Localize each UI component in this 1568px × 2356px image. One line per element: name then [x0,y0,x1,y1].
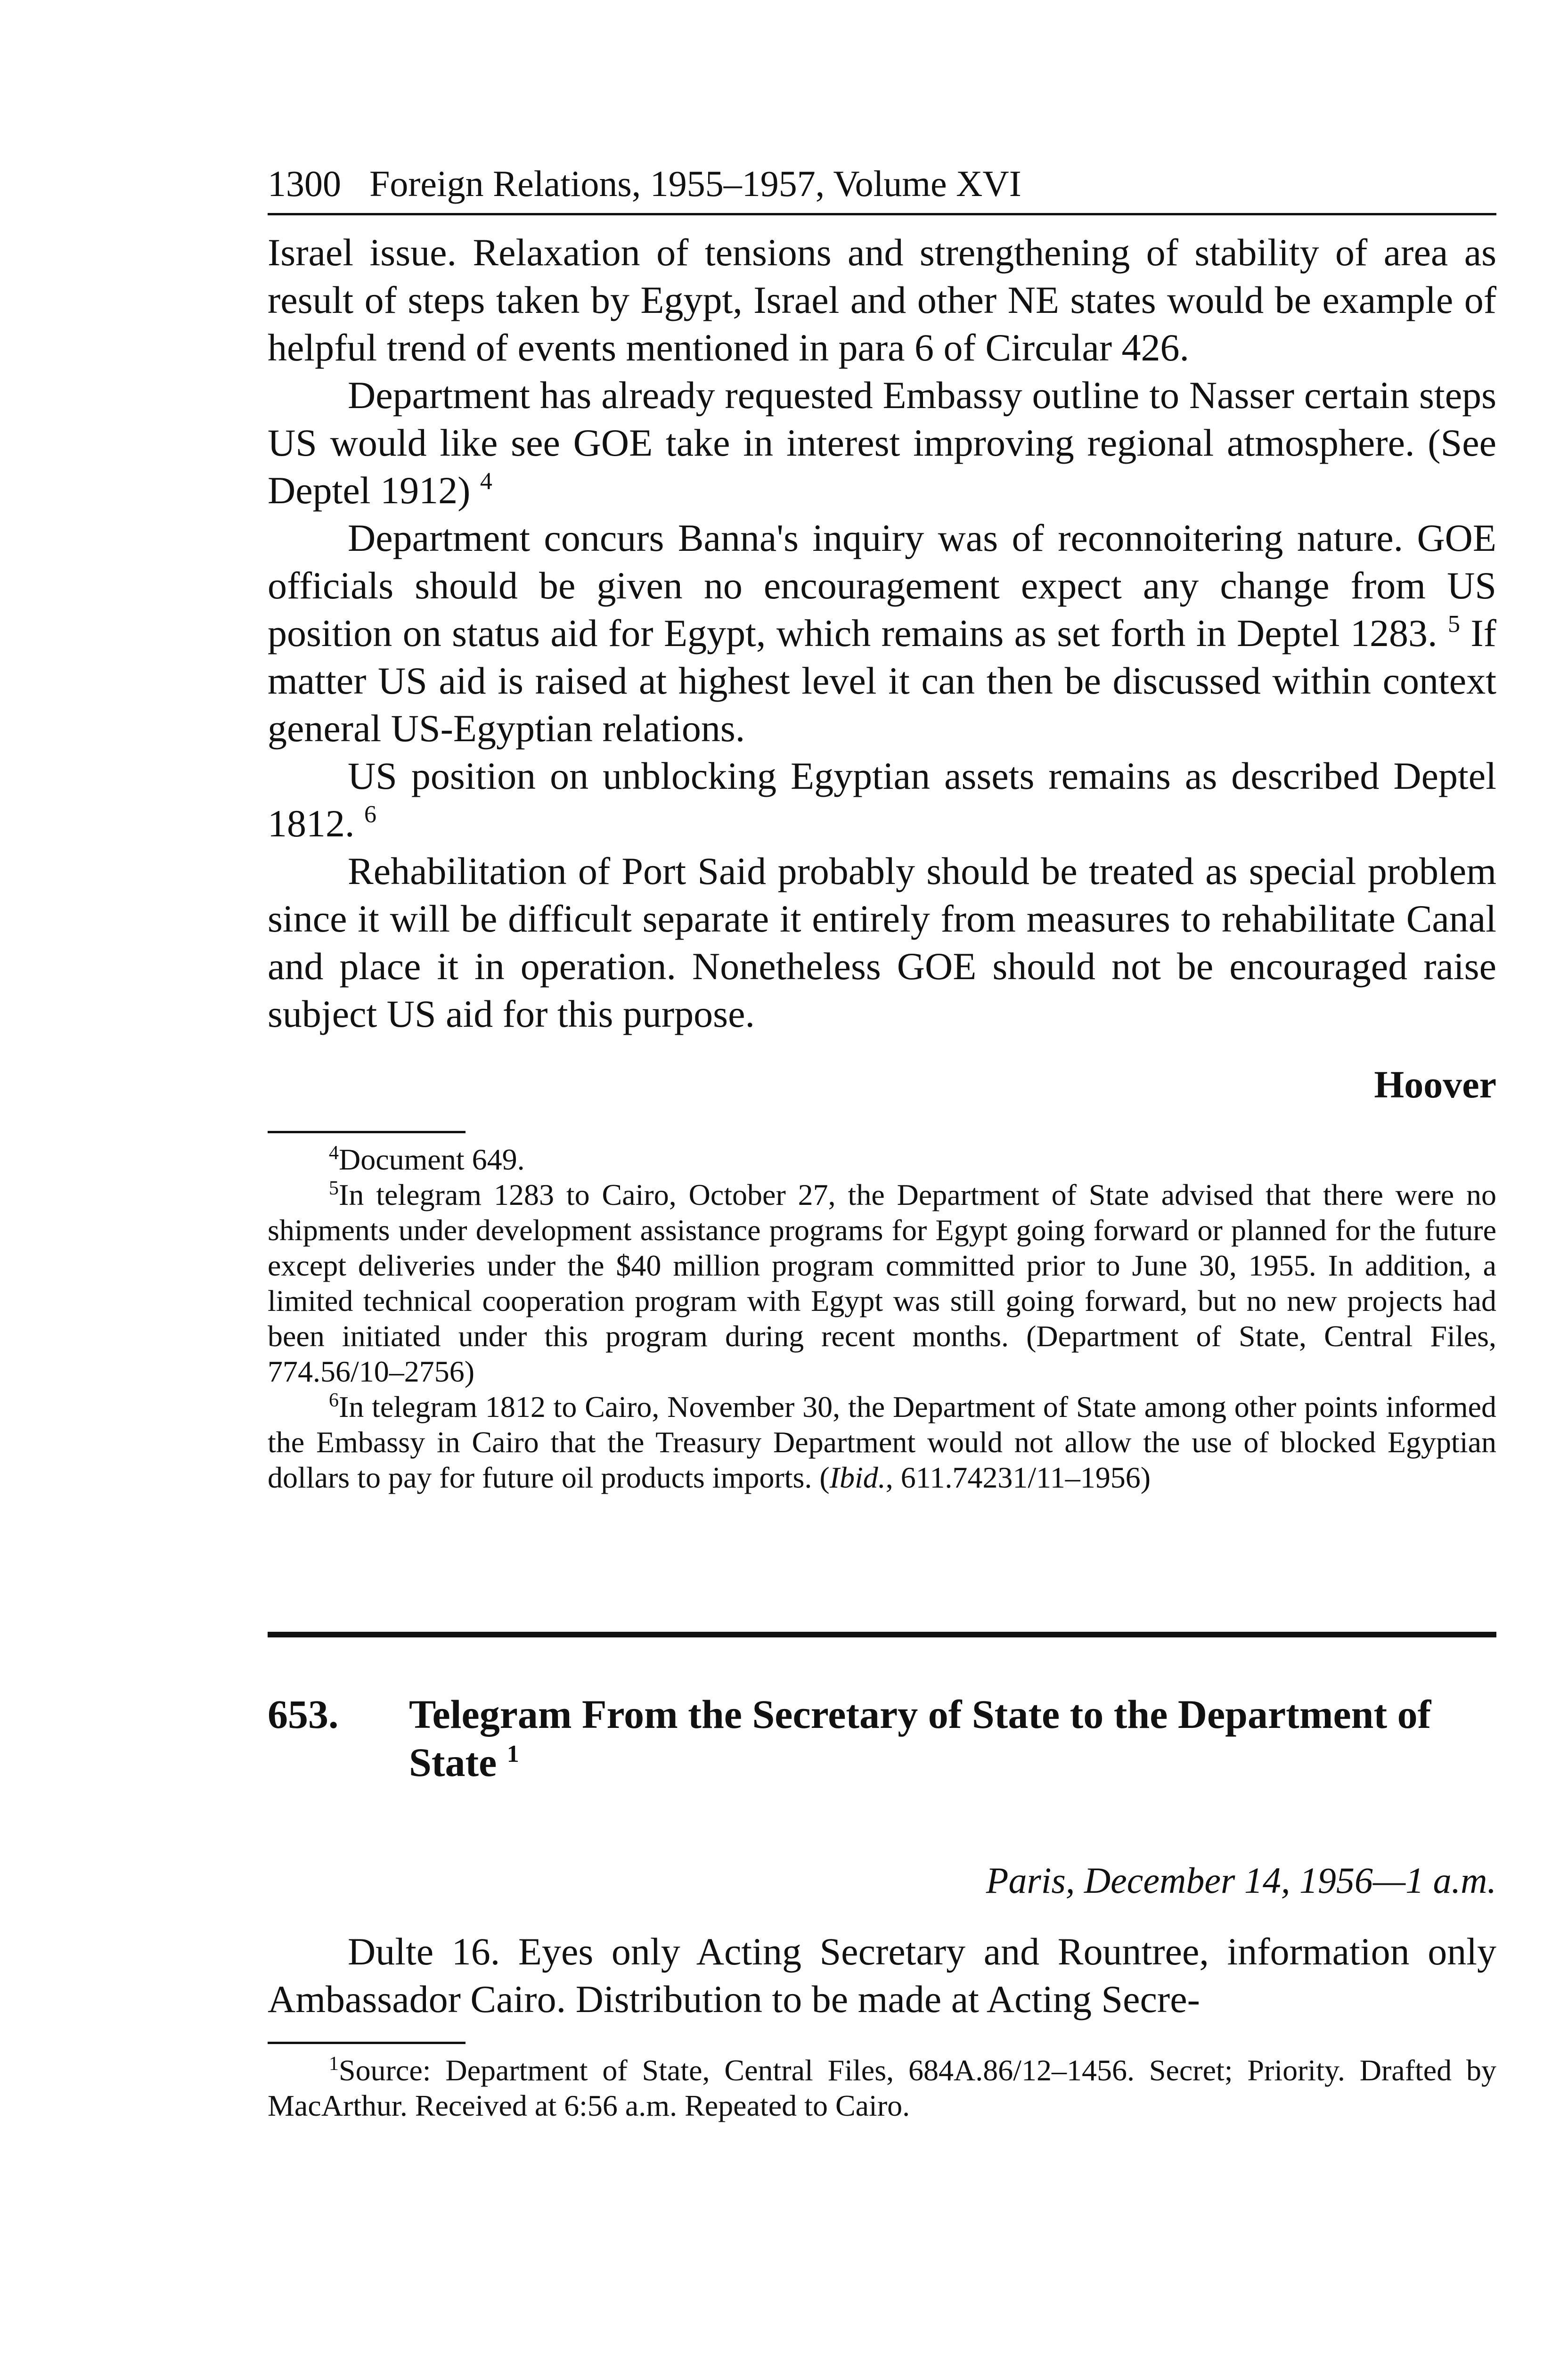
footnote-ref: 4 [480,468,492,495]
footnote: $^6$In telegram 1812 to Cairo, November 30, the Department of State among other points informed the Embassy in Cairo that the Treasury Department would not allow the use of blocked Egyptian dollars to pay for future oil products imports. (Ibid., 611.74231/11–1956) [268,1390,1496,1494]
footnote: $^4$Document 649. [329,1142,525,1176]
footnotes-section [268,1142,1496,1495]
dateline: Paris, December 14, 1956—1 a.m. [986,1860,1496,1901]
telegram-body [268,1928,1496,2023]
paragraph: Dulte 16. Eyes only Acting Secretary and Rountree, information only Ambassador Cairo. Distribution to be made at Acting Secre- [268,1930,1496,2021]
page-number: 1300 [268,163,341,204]
footnote-ref: 6 [364,801,376,828]
running-title: Foreign Relations, 1955–1957, Volume XVI [369,163,1021,204]
footnote-ref: 1 [506,1741,519,1767]
footnotes-section [268,2053,1496,2123]
section-divider [268,1632,1496,1637]
footnote-divider [268,1131,466,1133]
paragraph: Department concurs Banna's inquiry was of reconnoitering nature. GOE officials should be given no encouragement expect any change from US position on status aid for Egypt, which remains as set forth in Deptel 1283. $^5$ If matter US aid is raised at highest level it can then be discussed within context general US-Egyptian relations. [268,516,1496,750]
footnote: $^1$Source: Department of State, Central Files, 684A.86/12–1456. Secret; Priority. Drafted by MacArthur. Received at 6:56 a.m. Repeated to Cairo. [268,2053,1496,2122]
document-page [268,160,1496,2123]
footnote-divider [268,2042,466,2044]
paragraph: US position on unblocking Egyptian assets remains as described Deptel 1812. $^6$ [268,754,1496,845]
document-number: 653. [268,1692,339,1737]
continued-telegram-body [268,229,1496,1038]
paragraph: Israel issue. Relaxation of tensions and strengthening of stability of area as result of steps taken by Egypt, Israel and other NE states would be example of helpful trend of events mentioned in para 6 of Circular 426. [268,231,1496,369]
signature: Hoover [1374,1063,1496,1106]
document-heading [268,1690,1496,1786]
running-header [268,160,1496,215]
footnote-ref: 5 [1447,611,1460,638]
paragraph: Rehabilitation of Port Said probably should be treated as special problem since it will be difficult separate it entirely from measures to rehabilitate Canal and place it in operation. Nonetheless GOE should not be encouraged raise subject US aid for this purpose. [268,850,1496,1035]
paragraph: Department has already requested Embassy outline to Nasser certain steps US would like see GOE take in interest improving regional atmosphere. (See Deptel 1912) $^4$ [268,374,1496,512]
footnote: $^5$In telegram 1283 to Cairo, October 27, the Department of State advised that there were no shipments under development assistance programs for Egypt going forward or planned for the future except deliveries under the $40 million program committed prior to June 30, 1955. In addition, a limited technical cooperation program with Egypt was still going forward, but no new projects had been initiated under this program during recent months. (Department of State, Central Files, 774.56/10–2756) [268,1178,1496,1388]
document-title: Telegram From the Secretary of State to the Department of State $^1$ [409,1692,1431,1785]
